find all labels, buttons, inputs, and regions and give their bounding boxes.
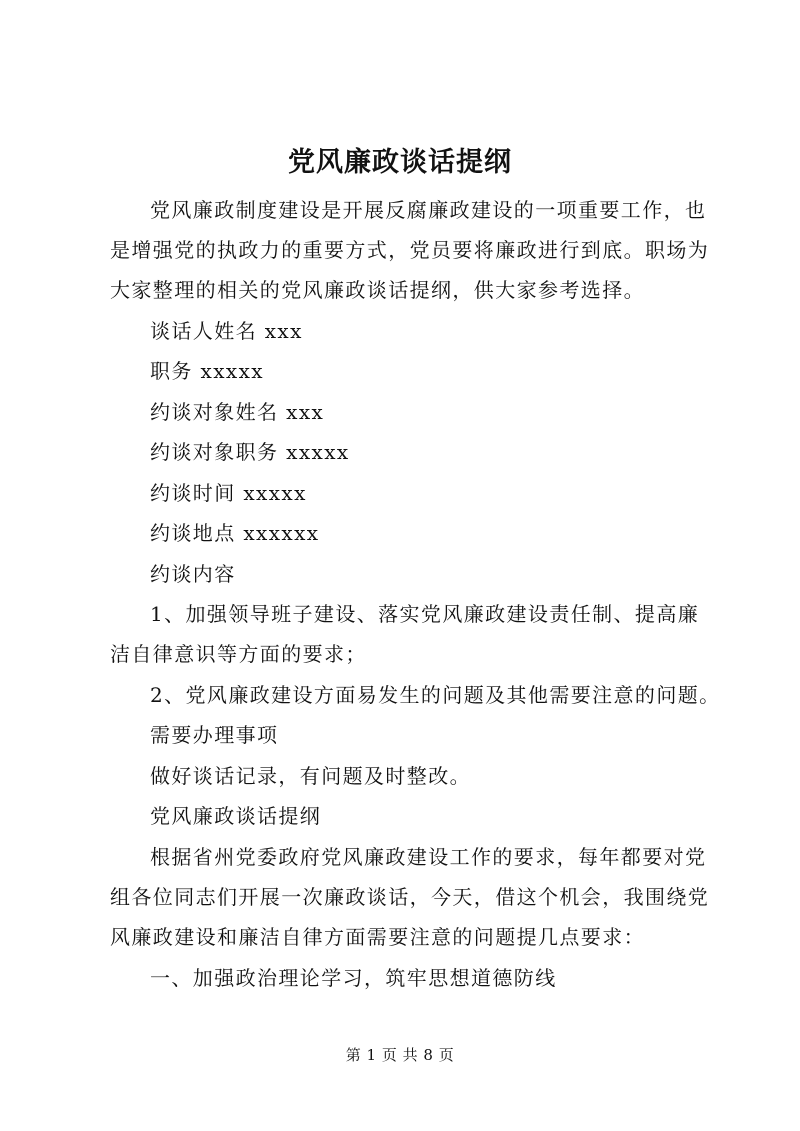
todo-heading: 需要办理事项 [150,723,279,747]
body-line-2: 组各位同志们开展一次廉政谈话，今天，借这个机会，我围绕党 [110,885,710,909]
intro-line-3: 大家整理的相关的党风廉政谈话提纲，供大家参考选择。 [110,278,645,302]
time-line: 约谈时间 xxxxx [150,481,307,505]
intro-line-2: 是增强党的执政力的重要方式，党员要将廉政进行到底。职场为 [110,238,710,262]
content-heading: 约谈内容 [150,562,236,586]
todo-text: 做好谈话记录，有问题及时整改。 [150,764,471,788]
talker-name-line: 谈话人姓名 xxx [150,319,303,343]
item-1-line-1: 1、加强领导班子建设、落实党风廉政建设责任制、提高廉 [150,602,700,626]
position-line: 职务 xxxxx [150,359,264,383]
interviewee-name-line: 约谈对象姓名 xxx [150,400,325,424]
item-2-line: 2、党风廉政建设方面易发生的问题及其他需要注意的问题。 [150,683,721,707]
page-footer: 第 1 页 共 8 页 [345,1046,455,1064]
intro-line-1: 党风廉政制度建设是开展反腐廉政建设的一项重要工作，也 [150,198,707,222]
body-line-1: 根据省州党委政府党风廉政建设工作的要求，每年都要对党 [150,845,707,869]
location-line: 约谈地点 xxxxxx [150,521,320,545]
document-title: 党风廉政谈话提纲 [288,147,512,178]
subtitle-line: 党风廉政谈话提纲 [150,804,322,828]
item-1-line-2: 洁自律意识等方面的要求； [110,642,367,666]
section-1-heading: 一、加强政治理论学习，筑牢思想道德防线 [150,966,557,990]
interviewee-position-line: 约谈对象职务 xxxxx [150,440,350,464]
body-line-3: 风廉政建设和廉洁自律方面需要注意的问题提几点要求： [110,925,645,949]
